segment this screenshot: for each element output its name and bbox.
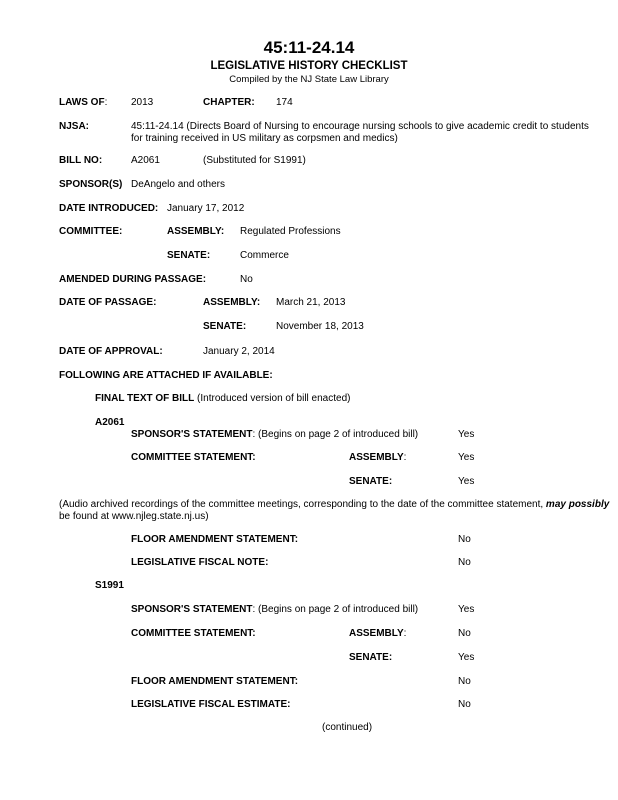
a2061-sponsor-statement: SPONSOR'S STATEMENT: (Begins on page 2 of introduced bill) [131, 429, 419, 440]
committee-assembly-label: ASSEMBLY: [167, 226, 225, 237]
audio-note-line1: (Audio archived recordings of the committee meetings, corresponding to the date of the committee statement, may possibly [59, 499, 610, 510]
continued-note: (continued) [322, 722, 373, 733]
s1991-heading: S1991 [95, 580, 124, 591]
sponsor-label: SPONSOR(S) [59, 179, 123, 190]
s1991-senate-value: Yes [458, 652, 475, 663]
passage-assembly-value: March 21, 2013 [276, 297, 346, 308]
s1991-floor-value: No [458, 676, 471, 687]
bill-no-label: BILL NO: [59, 155, 103, 166]
a2061-floor-value: No [458, 534, 471, 545]
a2061-floor-label: FLOOR AMENDMENT STATEMENT: [131, 534, 299, 545]
committee-assembly-value: Regulated Professions [240, 226, 341, 237]
s1991-fiscal-value: No [458, 699, 471, 710]
a2061-fiscal-value: No [458, 557, 471, 568]
passage-label: DATE OF PASSAGE: [59, 297, 157, 308]
s1991-sponsor-value: Yes [458, 604, 475, 615]
a2061-heading: A2061 [95, 417, 125, 428]
committee-senate-value: Commerce [240, 250, 289, 261]
chapter-value: 174 [276, 97, 293, 108]
chapter-label: CHAPTER: [203, 97, 255, 108]
final-text-line: FINAL TEXT OF BILL (Introduced version of bill enacted) [95, 393, 351, 404]
s1991-senate-label: SENATE: [349, 652, 393, 663]
sponsor-value: DeAngelo and others [131, 179, 225, 190]
amended-value: No [240, 274, 253, 285]
passage-senate-value: November 18, 2013 [276, 321, 364, 332]
approval-value: January 2, 2014 [203, 346, 275, 357]
statute-number: 45:11-24.14 [263, 38, 355, 57]
a2061-senate-label: SENATE: [349, 476, 393, 487]
approval-label: DATE OF APPROVAL: [59, 346, 163, 357]
s1991-committee-label: COMMITTEE STATEMENT: [131, 628, 256, 639]
a2061-assembly-value: Yes [458, 452, 475, 463]
s1991-assembly-value: No [458, 628, 471, 639]
s1991-floor-label: FLOOR AMENDMENT STATEMENT: [131, 676, 299, 687]
a2061-senate-value: Yes [458, 476, 475, 487]
njsa-label: NJSA: [59, 121, 90, 132]
s1991-sponsor-statement: SPONSOR'S STATEMENT: (Begins on page 2 of introduced bill) [131, 604, 419, 615]
bill-no-value: A2061 [131, 155, 160, 166]
a2061-committee-label: COMMITTEE STATEMENT: [131, 452, 256, 463]
a2061-fiscal-label: LEGISLATIVE FISCAL NOTE: [131, 557, 269, 568]
s1991-assembly-label: ASSEMBLY: [349, 628, 407, 639]
document-title: LEGISLATIVE HISTORY CHECKLIST [210, 60, 408, 72]
laws-of-year: 2013 [131, 97, 154, 108]
date-introduced-value: January 17, 2012 [167, 203, 245, 214]
passage-assembly-label: ASSEMBLY: [203, 297, 261, 308]
a2061-sponsor-value: Yes [458, 429, 475, 440]
substituted-note: (Substituted for S1991) [203, 155, 306, 166]
amended-label: AMENDED DURING PASSAGE: [59, 274, 207, 285]
audio-note-line2: be found at www.njleg.state.nj.us) [59, 511, 209, 522]
attached-heading: FOLLOWING ARE ATTACHED IF AVAILABLE: [59, 370, 273, 381]
a2061-assembly-label: ASSEMBLY: [349, 452, 407, 463]
s1991-fiscal-label: LEGISLATIVE FISCAL ESTIMATE: [131, 699, 291, 710]
njsa-text: 45:11-24.14 (Directs Board of Nursing to encourage nursing schools to give academic credit to students for training received in US military as corpsmen and medics) [131, 121, 589, 144]
passage-senate-label: SENATE: [203, 321, 247, 332]
committee-label: COMMITTEE: [59, 226, 123, 237]
committee-senate-label: SENATE: [167, 250, 211, 261]
date-introduced-label: DATE INTRODUCED: [59, 203, 159, 214]
compiled-by: Compiled by the NJ State Law Library [229, 74, 389, 85]
laws-of-label: LAWS OF: [59, 97, 108, 108]
